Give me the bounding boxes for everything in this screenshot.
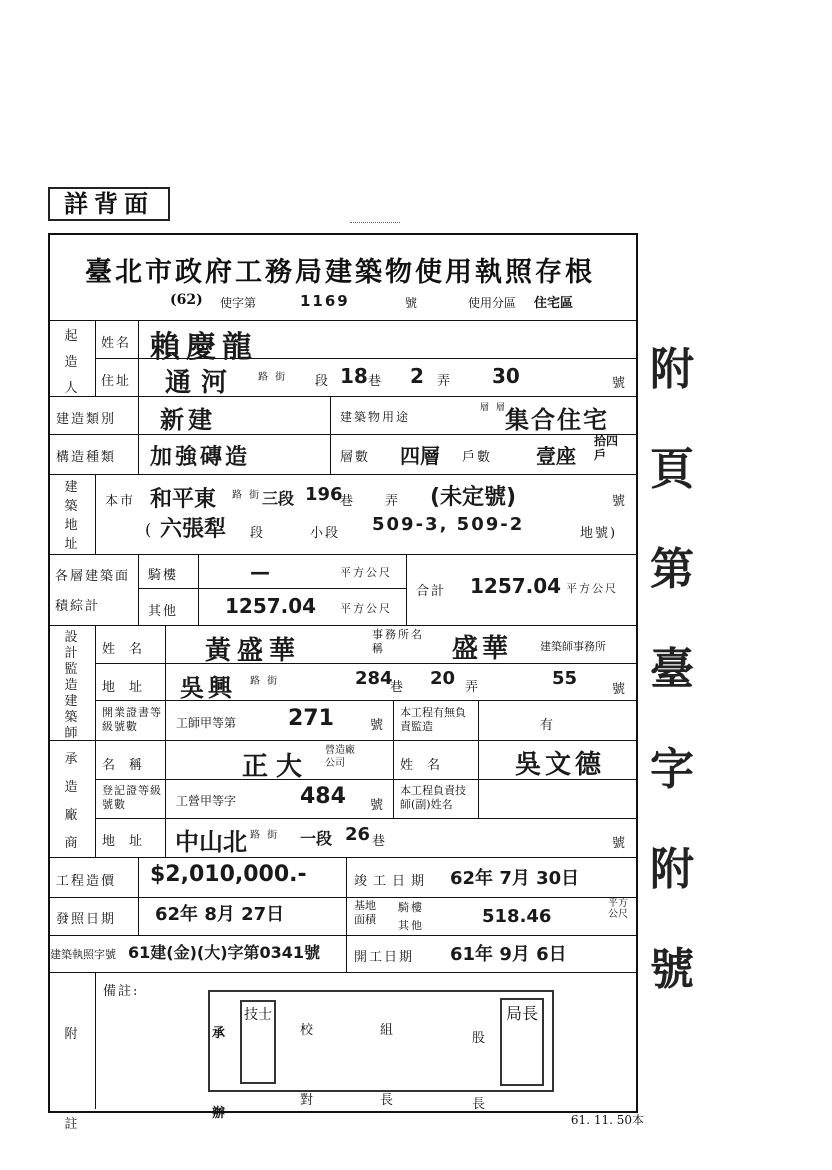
contractor-address-lane: 巷	[372, 834, 388, 849]
use-hint: 層 層	[480, 403, 507, 413]
completion-label: 竣工日期	[354, 874, 431, 889]
site-road: 和平東	[150, 487, 217, 512]
permit-number-value: 61建(金)(大)字第0341號	[128, 943, 321, 962]
contractor-address-label: 地址	[102, 834, 157, 849]
architect-address-number: 55	[552, 668, 578, 689]
contractor-owner-value: 吳文德	[515, 750, 606, 780]
architect-address-hao: 號	[612, 682, 628, 697]
area-other-value: 1257.04	[225, 594, 317, 618]
contractor-reg-label: 登記證等級號數	[102, 784, 162, 811]
architect-address-lane-number: 284	[355, 668, 393, 689]
site-road-type: 路 街	[232, 490, 262, 501]
units-extra: 拾四戶	[594, 434, 619, 462]
owner-name-label: 姓名	[101, 336, 132, 351]
contractor-reg-prefix: 工營甲等字	[176, 794, 237, 808]
architect-reg-value: 271	[288, 706, 334, 731]
owner-address-street: 通河	[165, 368, 238, 398]
contractor-reg-hao: 號	[370, 798, 386, 813]
area-section-label: 各層建築面積綜計	[55, 569, 131, 614]
owner-address-hao: 號	[612, 376, 628, 391]
floors-value: 四層	[400, 444, 440, 468]
permit-number-row	[150, 292, 620, 314]
zone-value: 住宅區	[534, 296, 574, 311]
site-lot-close: 地號)	[580, 526, 618, 541]
area-total-label: 合計	[416, 584, 447, 599]
architect-reg-label: 開業證書等級號數	[102, 706, 162, 733]
architect-supervise-value: 有	[540, 718, 556, 733]
architect-address-lane: 巷	[390, 680, 406, 695]
contractor-name-value: 正大	[242, 752, 311, 782]
owner-address-number: 30	[492, 364, 520, 388]
contractor-section-label: 承造廠商	[64, 752, 78, 851]
site-lot-numbers: 509-3, 509-2	[372, 514, 525, 535]
units-label: 戶數	[462, 450, 493, 465]
permit-number: 1169	[300, 292, 350, 310]
site-area-arcade: 騎樓	[398, 901, 424, 914]
owner-address-label: 住址	[101, 374, 132, 389]
cost-label: 工程造價	[56, 874, 117, 889]
site-lot-open: (	[145, 520, 154, 539]
owner-address-lane: 巷	[368, 374, 384, 389]
site-number-note: (未定號)	[430, 485, 517, 510]
site-section-number: 三段	[262, 489, 295, 508]
architect-reg-prefix: 工師甲等第	[176, 716, 237, 730]
completion-value: 62年 7月 30日	[450, 868, 580, 889]
contractor-name-suffix: 營造廠 公司	[325, 745, 355, 769]
architect-reg-hao: 號	[370, 718, 386, 733]
stamp-section-chief: 股長	[472, 1031, 486, 1112]
area-other-label: 其他	[148, 604, 179, 619]
architect-supervise-label: 本工程有無負責監造	[400, 706, 466, 733]
scribble-mark	[350, 208, 400, 223]
category-label: 建造類別	[56, 412, 117, 427]
site-subsection: 小段	[310, 526, 341, 541]
form-footer-code: 61. 11. 50本	[570, 1113, 644, 1127]
architect-address-lu: 路 街	[250, 676, 280, 687]
architect-address-alley-number: 20	[430, 668, 456, 689]
site-section-label: 建築地址	[64, 480, 78, 552]
contractor-address-hao: 號	[612, 836, 628, 851]
architect-section-label: 設計監造建築師	[64, 630, 78, 741]
structure-value: 加強磚造	[150, 445, 251, 470]
issue-date-label: 發照日期	[56, 912, 117, 927]
structure-label: 構造種類	[56, 450, 117, 465]
document-title: 臺北市政府工務局建築物使用執照存根	[85, 257, 595, 288]
architect-address-alley: 弄	[465, 680, 481, 695]
area-arcade-label: 騎樓	[148, 568, 179, 583]
area-total-value: 1257.04	[470, 574, 562, 598]
remarks-label: 備註:	[103, 984, 140, 999]
area-arcade-value: —	[250, 560, 290, 584]
owner-address-alley: 弄	[437, 374, 453, 389]
site-area-other: 其他	[398, 919, 424, 932]
owner-section-label: 起造人	[64, 329, 78, 396]
site-lane-number: 196	[305, 484, 343, 505]
stamp-team-lead: 組長	[380, 1023, 394, 1108]
architect-office-label: 事務所名稱	[372, 628, 424, 655]
stamp-handler: 承辦	[212, 1026, 226, 1121]
year-label: (62)	[170, 292, 203, 308]
architect-name-value: 黃盛華	[205, 636, 302, 666]
site-alley: 弄	[385, 494, 401, 509]
contractor-name-label: 名稱	[102, 758, 157, 773]
permit-suffix: 號	[405, 296, 418, 310]
contractor-tech-label: 本工程負責技師(副)姓名	[400, 784, 466, 811]
owner-address-lukai: 路 街	[258, 372, 288, 383]
use-value: 集合住宅	[505, 406, 609, 434]
category-value: 新建	[160, 406, 216, 434]
back-side-tag: 詳背面	[48, 187, 170, 221]
architect-office-suffix: 建築師事務所	[540, 640, 606, 653]
stamp-proofread: 校對	[300, 1023, 314, 1108]
issue-date-value: 62年 8月 27日	[155, 904, 285, 925]
owner-address-alley-number: 2	[410, 364, 424, 388]
site-area-value: 518.46	[482, 906, 552, 927]
use-label: 建築物用途	[340, 410, 411, 424]
permit-prefix: 使字第	[220, 296, 257, 310]
approval-stamp-block	[208, 990, 554, 1121]
stamp-technician: 技士	[240, 1000, 276, 1084]
zone-label: 使用分區	[468, 296, 517, 310]
remarks-side-label: 附註	[64, 1027, 78, 1132]
stamp-director: 局長	[500, 998, 544, 1086]
area-total-unit: 平方公尺	[566, 582, 618, 595]
contractor-address-lane-number: 26	[345, 824, 371, 845]
site-district-duan: 段	[250, 526, 266, 541]
site-city-prefix: 本市	[105, 494, 136, 509]
owner-address-duan: 段	[315, 374, 331, 389]
contractor-address-lu: 路 街	[250, 830, 280, 841]
contractor-address-value: 中山北	[175, 828, 247, 856]
start-date-label: 開工日期	[354, 950, 415, 965]
contractor-owner-label: 姓名	[400, 758, 455, 773]
owner-address-lane-number: 18	[340, 364, 368, 388]
architect-office-value: 盛華	[452, 634, 513, 664]
margin-seal-text: 附頁第 臺字 附 號	[650, 344, 694, 995]
site-area-label: 基地面積	[354, 899, 376, 926]
architect-address-value: 吳興	[180, 674, 236, 702]
units-value: 壹座	[536, 444, 576, 468]
contractor-reg-value: 484	[300, 784, 346, 809]
start-date-value: 61年 9月 6日	[450, 944, 567, 965]
area-arcade-unit: 平方公尺	[340, 566, 392, 579]
architect-address-label: 地址	[102, 680, 157, 695]
cost-value: $2,010,000.-	[150, 862, 307, 887]
owner-name-value: 賴慶龍	[150, 330, 258, 365]
site-district: 六張犁	[160, 517, 227, 542]
site-lane: 巷	[340, 494, 356, 509]
permit-number-label: 建築執照字號	[50, 948, 116, 961]
site-area-unit: 平方公尺	[608, 898, 628, 920]
floors-label: 層數	[340, 450, 371, 465]
area-other-unit: 平方公尺	[340, 602, 392, 615]
architect-name-label: 姓名	[102, 642, 157, 657]
contractor-address-section: 一段	[300, 829, 333, 848]
site-hao: 號	[612, 494, 628, 509]
